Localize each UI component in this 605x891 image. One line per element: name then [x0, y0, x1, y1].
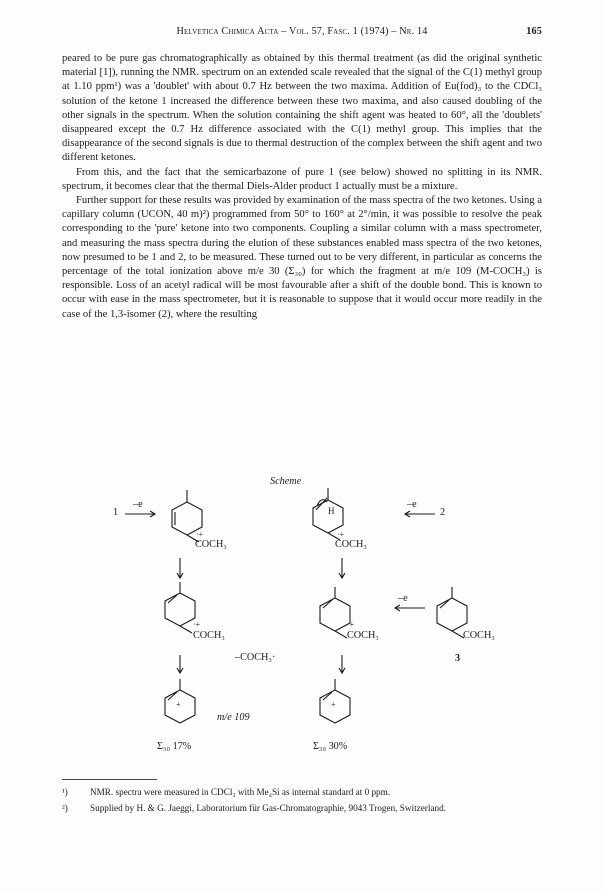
- arrow-from-3: [395, 605, 425, 611]
- sigma-right: Σ₃₀ 30%: [313, 741, 348, 752]
- paragraph-3: Further support for these results was provided by examination of the mass spectra of the two ketones. Using a capillary column (UCON, 40 m)²) programmed from 50° to 160° at 2°/min, it was possible to resolve the peak corresponding to the 'pure' ketone into two components. Coupling a similar column with a mass spectrometer, and measuring the mass spectra during the elution of these substances enabled mass spectra of the two ketones, now presumed to be 1 and 2, to be measured. These turned out to be very different, in particular as concerns the percentage of the total ionization above m/e 30 (Σ₃₀) for which the fragment at m/e 109 (M-COCH₃) is responsible. Loss of an acetyl radical will be most favourable after a shift of the double bond. This is known to occur with ease in the mass spectrometer, but it is reasonable to suppose that it would occur more readily in the case of the 1,3-isomer (2), where the resulting: [62, 195, 542, 320]
- arrow-down-right-2: [339, 655, 345, 673]
- footnote-2: [62, 802, 540, 814]
- sigma-left: Σ₃₀ 17%: [157, 741, 192, 752]
- page-number: 165: [526, 26, 542, 37]
- compound-1-label: 1: [113, 507, 119, 518]
- footnote-text-1: NMR. spectra were measured in CDCl₃ with Me₄Si as internal standard at 0 ppm.: [90, 787, 391, 797]
- minus-e-label-1: –e: [133, 499, 143, 510]
- footnote-text-2: Supplied by H. & G. Jaeggi, Laboratorium für Gas-Chromatographie, 9043 Trogen, Switzerland.: [90, 803, 446, 813]
- radical-cation-mark-2: ·+: [337, 530, 345, 539]
- plus-charge-right: +: [331, 700, 336, 709]
- compound-3-label: 3: [455, 653, 461, 664]
- footnote-mark-1: ¹): [62, 787, 68, 797]
- acyl-label-2: COCH₃: [335, 539, 367, 550]
- structure-left-2: [165, 582, 195, 633]
- radical-cation-mark-1: ·+: [196, 530, 204, 539]
- arrow-down-left-2: [177, 655, 183, 673]
- footnote-1: [62, 786, 540, 798]
- loss-acyl-label: –COCH₃·: [235, 652, 276, 663]
- arrow-from-1: [125, 511, 155, 517]
- footnote-mark-2: ²): [62, 803, 68, 813]
- mass-label: m/e 109: [217, 712, 250, 723]
- hydrogen-label: H: [328, 506, 335, 516]
- minus-e-label-3: –e: [398, 593, 408, 604]
- acyl-label-5: COCH₃: [463, 630, 495, 641]
- reaction-scheme: [95, 468, 535, 773]
- minus-e-label-2: –e: [407, 499, 417, 510]
- plus-charge-left: +: [176, 700, 181, 709]
- radical-cation-mark-4: ·+: [347, 620, 355, 629]
- acyl-label-4: COCH₃: [347, 630, 379, 641]
- scheme-title: Scheme: [270, 476, 302, 487]
- acyl-label-1: COCH₃: [195, 539, 227, 550]
- arrow-down-left-1: [177, 558, 183, 578]
- footnote-rule: [62, 779, 157, 780]
- structure-center-2: [320, 587, 350, 638]
- compound-2-label: 2: [440, 507, 446, 518]
- arrow-from-2: [405, 511, 435, 517]
- scheme-drawing: [95, 468, 535, 773]
- paragraph-2: From this, and the fact that the semicarbazone of pure 1 (see below) showed no splitting in its NMR. spectrum, it becomes clear that the thermal Diels-Alder product 1 actually must be a mixture.: [62, 166, 542, 192]
- running-header: [62, 26, 542, 37]
- paragraph-1: peared to be pure gas chromatographically as obtained by this thermal treatment (as did the original synthetic material [1]), running the NMR. spectrum on an extended scale revealed that the signal of the C(1) methyl group at 1.10 ppm¹) was a 'doublet' with about 0.7 Hz between the two maxima. Addition of Eu(fod)₃ to the CDCl₃ solution of the ketone 1 increased the difference between these two maxima, and also caused doubling of the other signals in the spectrum. When the solution containing the shift agent was heated to 60°, all the 'doublets' disappeared except the 0.7 Hz difference associated with the C(1) methyl group. This implies that the disappearance of the second signals is due to thermal destruction of the complex between the shift agent and two different ketones.: [62, 53, 542, 164]
- journal-title: Helvetica Chimica Acta – Vol. 57, Fasc. 1 (1974) – Nr. 14: [176, 26, 428, 37]
- body-text: [62, 52, 542, 322]
- radical-cation-mark-3: ·+: [193, 620, 201, 629]
- acyl-label-3: COCH₃: [193, 630, 225, 641]
- arrow-down-right-1: [339, 558, 345, 578]
